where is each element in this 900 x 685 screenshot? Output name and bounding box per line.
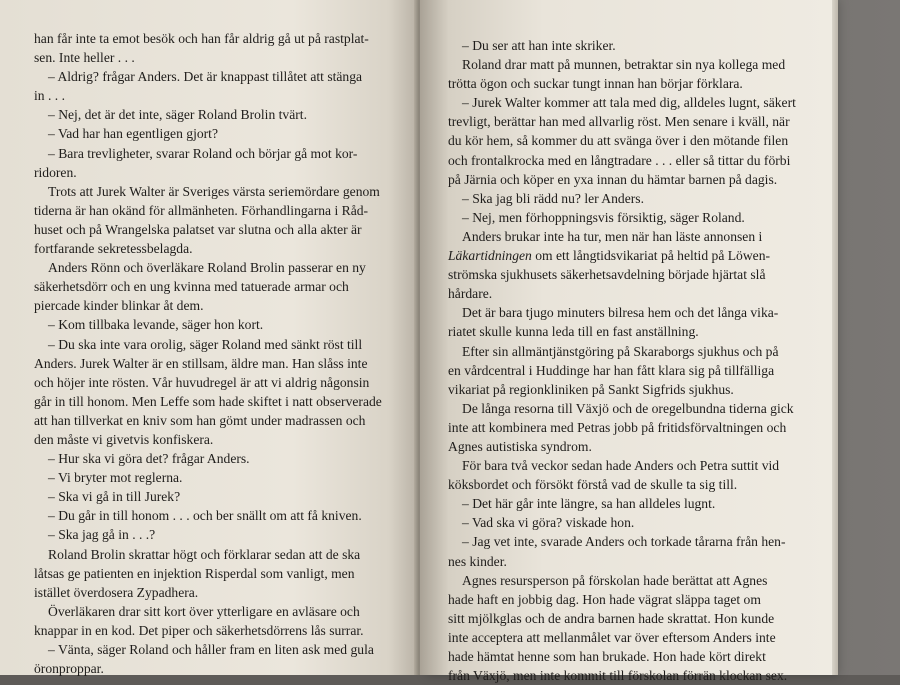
text-line: Överläkaren drar sitt kort över ytterligare en avläsare och xyxy=(48,603,360,619)
text-line: fortfarande sekretessbelagda. xyxy=(34,241,193,257)
text-line: Trots att Jurek Walter är Sveriges värsta seriemördare genom xyxy=(48,183,380,199)
text-line: och frontalkrocka med en långtradare . . . eller så tittar du förbi xyxy=(448,152,791,168)
text-line: – Vänta, säger Roland och håller fram en liten ask med gula xyxy=(48,642,374,657)
text-line: hade hämtat henne som han brukade. Hon hade kört direkt xyxy=(448,649,766,664)
text-line: låtsas ge patienten en injektion Risperdal som vanligt, men xyxy=(34,565,355,581)
text-line: hade haft en jobbig dag. Hon hade vägrat släppa taget om xyxy=(448,591,761,607)
text-line: tiderna är han okänd för allmänheten. Förhandlingarna i Råd- xyxy=(34,202,369,218)
text-line: – Hur ska vi göra det? frågar Anders. xyxy=(48,451,250,467)
text-line: trevligt, berättar han med allvarlig röst. Men senare i kväll, när xyxy=(448,114,790,130)
text-line: istället överdosera Zypadhera. xyxy=(34,584,199,600)
text-line: – Jurek Walter kommer att tala med dig, alldeles lugnt, säkert xyxy=(462,95,796,111)
text-line: strömska sjukhusets säkerhetsavdelning började hjärtat slå xyxy=(448,267,766,283)
text-line: en vårdcentral i Huddinge har han fått klara sig på tillfälliga xyxy=(448,362,775,378)
text-line: trötta ögon och suckar tungt innan han börjar förklara. xyxy=(448,76,743,92)
text-line: – Vad ska vi göra? viskade hon. xyxy=(462,515,635,531)
text-line: Agnes autistiska syndrom. xyxy=(448,438,592,454)
text-line: huset och på Wrangelska palatset var slutna och alla akter är xyxy=(34,221,362,237)
text-line: – Du går in till honom . . . och ber snällt om att få kniven. xyxy=(48,508,362,524)
text-line: – Du ska inte vara orolig, säger Roland med sänkt röst till xyxy=(48,336,363,352)
text-line: ridoren. xyxy=(34,164,77,180)
text-line: knappar in en kod. Det piper och säkerhetsdörrens lås surrar. xyxy=(34,622,364,638)
text-line: Det är bara tjugo minuters bilresa hem och det långa vika- xyxy=(462,305,779,321)
text-line: Roland Brolin skrattar högt och förklarar sedan att de ska xyxy=(48,546,361,562)
text-line: – Du ser att han inte skriker. xyxy=(462,38,616,53)
text-line: riatet skulle kunna leda till en fast anställning. xyxy=(448,324,699,340)
text-line: – Vi bryter mot reglerna. xyxy=(48,470,183,486)
text-line: Roland drar matt på munnen, betraktar sin nya kollega med xyxy=(462,57,786,73)
text-line: piercade kinder blinkar åt dem. xyxy=(34,298,204,314)
text-line: – Ska jag bli rädd nu? ler Anders. xyxy=(462,190,644,206)
text-line: inte att kombinera med Petras jobb på fritidsförvaltningen och xyxy=(448,419,787,435)
text-line: inte acceptera att mellanmålet var över eftersom Anders inte xyxy=(448,629,776,645)
text-line: – Ska jag gå in . . .? xyxy=(48,527,156,543)
right-page xyxy=(420,0,832,684)
text-line: – Jag vet inte, svarade Anders och torkade tårarna från hen- xyxy=(462,534,786,550)
text-line: Anders. Jurek Walter är en stillsam, äldre man. Han slåss inte xyxy=(34,355,368,371)
text-line: sitt mjölkglas och de andra barnen hade skrattat. Hon kunde xyxy=(448,610,775,626)
text-line: – Nej, men förhoppningsvis försiktig, säger Roland. xyxy=(462,209,745,225)
text-line: den måste vi givetvis konfiskera. xyxy=(34,431,214,447)
text-line: vikariat på regionkliniken på Sankt Sigfrids sjukhus. xyxy=(448,381,734,397)
text-line: du kör hem, så kommer du att svänga över i den mötande filen xyxy=(448,133,789,149)
text-line: De långa resorna till Växjö och de oregelbundna tiderna gick xyxy=(462,400,794,416)
text-line: Efter sin allmäntjänstgöring på Skaraborgs sjukhus och på xyxy=(462,343,779,359)
text-line: För bara två veckor sedan hade Anders och Petra suttit vid xyxy=(462,458,780,474)
text-line: – Det här går inte längre, sa han alldeles lugnt. xyxy=(462,496,716,512)
text-line: – Nej, det är det inte, säger Roland Brolin tvärt. xyxy=(48,107,307,123)
text-line: – Ska vi gå in till Jurek? xyxy=(48,489,181,505)
text-line: han får inte ta emot besök och han får aldrig gå ut på rastplat- xyxy=(34,31,369,46)
text-line: – Kom tillbaka levande, säger hon kort. xyxy=(48,317,264,333)
text-line: säkerhetsdörr och en ung kvinna med tatuerade armar och xyxy=(34,279,349,295)
journal-name: Läkartidningen xyxy=(448,248,532,264)
text-line: och höjer inte rösten. Vår huvudregel är att vi aldrig någonsin xyxy=(34,374,370,390)
text-line: in . . . xyxy=(34,88,65,104)
text-line: – Bara trevligheter, svarar Roland och börjar gå mot kor- xyxy=(48,145,358,161)
text-line: Agnes resursperson på förskolan hade berättat att Agnes xyxy=(462,572,768,588)
text-line: Läkartidningen om ett långtidsvikariat på heltid på Löwen- xyxy=(448,248,771,264)
text-line: nes kinder. xyxy=(448,553,507,569)
text-line: Anders Rönn och överläkare Roland Brolin passerar en ny xyxy=(48,260,366,276)
text-line: öronproppar. xyxy=(34,661,104,677)
text-line: från Växjö, men inte kommit till förskolan förrän klockan sex. xyxy=(448,668,788,684)
left-page xyxy=(0,0,418,675)
text-line: – Aldrig? frågar Anders. Det är knappast tillåtet att stänga xyxy=(48,69,363,85)
page-edge xyxy=(832,0,838,675)
text-line: – Vad har han egentligen gjort? xyxy=(48,126,218,142)
text-line: hårdare. xyxy=(448,286,493,302)
text-line: Anders brukar inte ha tur, men när han läste annonsen i xyxy=(462,228,763,244)
text-line: sen. Inte heller . . . xyxy=(34,50,135,66)
text-line: går in till honom. Men Leffe som hade skiftet i natt observerade xyxy=(34,393,382,409)
text-line: köksbordet och försökt förstå vad de skulle ta sig till. xyxy=(448,477,738,493)
text-line: på Järnia och köper en yxa innan du hämtar barnen på dagis. xyxy=(448,171,778,187)
text-line: att han tillverkat en kniv som han gömt under madrassen och xyxy=(34,412,366,428)
